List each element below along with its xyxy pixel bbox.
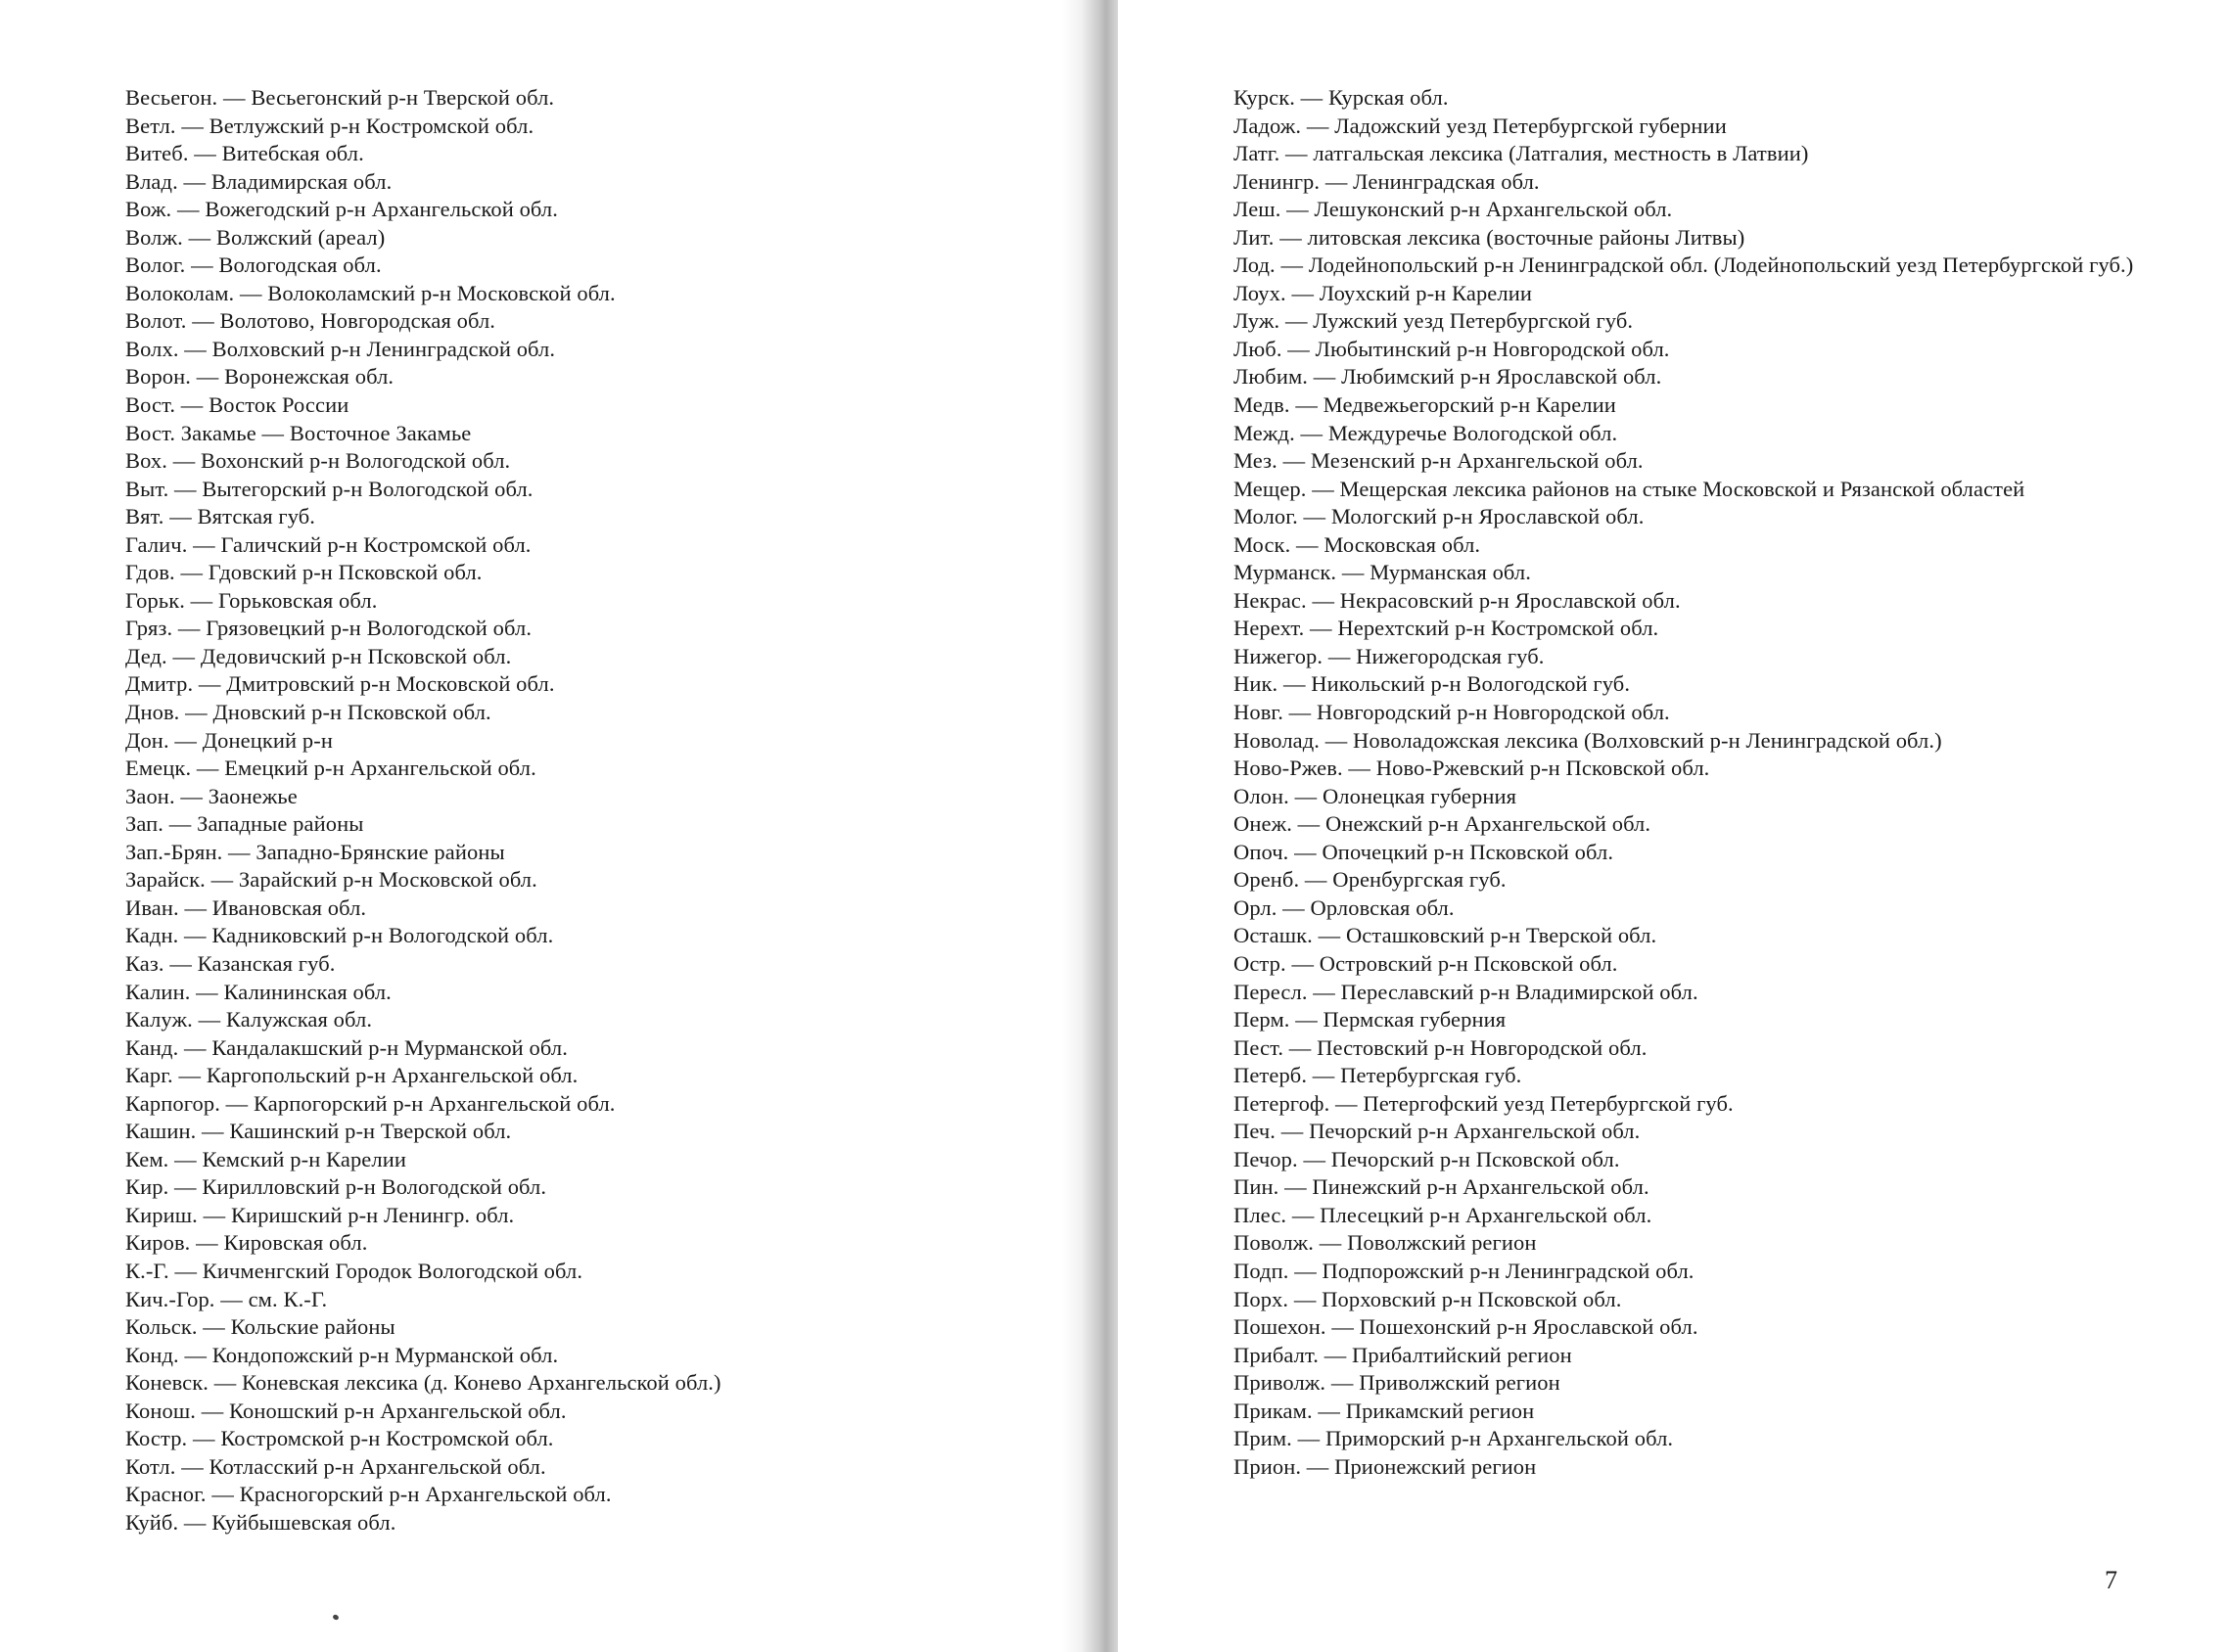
abbreviation-entry: Нижегор. — Нижегородская губ. <box>1233 643 1545 668</box>
abbreviation-entry: Опоч. — Опочецкий р-н Псковской обл. <box>1233 839 1614 864</box>
abbreviation-entry: Конд. — Кондопожский р-н Мурманской обл. <box>125 1342 559 1367</box>
abbreviation-entry: Зарайск. — Зарайский р-н Московской обл. <box>125 867 537 893</box>
abbreviation-entry: Киров. — Кировская обл. <box>125 1230 368 1256</box>
abbreviation-entry: Оренб. — Оренбургская губ. <box>1233 867 1507 893</box>
abbreviation-entry: Прион. — Прионежский регион <box>1233 1453 1537 1479</box>
abbreviation-entry: Лит. — литовская лексика (восточные районы Литвы) <box>1233 224 1745 250</box>
abbreviation-entry: Пересл. — Переславский р-н Владимирской обл. <box>1233 979 1698 1004</box>
abbreviation-entry: Заон. — Заонежье <box>125 783 298 808</box>
abbreviation-entry: Галич. — Галичский р-н Костромской обл. <box>125 531 532 557</box>
abbreviation-entry: Кольск. — Кольские районы <box>125 1314 395 1340</box>
abbreviation-entry: Витеб. — Витебская обл. <box>125 141 364 166</box>
abbreviation-entry: Ленингр. — Ленинградская обл. <box>1233 168 1540 194</box>
abbreviation-entry: Латг. — латгальская лексика (Латгалия, местность в Латвии) <box>1233 141 1809 166</box>
abbreviation-list-right <box>1233 84 2229 1481</box>
abbreviation-entry: Весьегон. — Весьегонский р-н Тверской обл. <box>125 85 555 110</box>
abbreviation-entry: Мез. — Мезенский р-н Архангельской обл. <box>1233 448 1644 474</box>
abbreviation-entry: Пошехон. — Пошехонский р-н Ярославской обл. <box>1233 1314 1698 1340</box>
abbreviation-entry: Прикам. — Прикамский регион <box>1233 1398 1535 1423</box>
abbreviation-entry: Иван. — Ивановская обл. <box>125 895 367 920</box>
abbreviation-entry: Олон. — Олонецкая губерния <box>1233 783 1517 808</box>
abbreviation-entry: Днов. — Дновский р-н Псковской обл. <box>125 700 491 725</box>
abbreviation-entry: Плес. — Плесецкий р-н Архангельской обл. <box>1233 1202 1652 1227</box>
abbreviation-entry: Костр. — Костромской р-н Костромской обл. <box>125 1426 554 1451</box>
abbreviation-entry: Моск. — Московская обл. <box>1233 531 1481 557</box>
abbreviation-entry: Петерб. — Петербургская губ. <box>1233 1063 1522 1088</box>
abbreviation-entry: Красног. — Красногорский р-н Архангельской обл. <box>125 1482 612 1507</box>
abbreviation-entry: Поволж. — Поволжский регион <box>1233 1230 1537 1256</box>
abbreviation-entry: Люб. — Любытинский р-н Новгородской обл. <box>1233 336 1670 361</box>
abbreviation-entry: Новолад. — Новоладожская лексика (Волховский р-н Ленинградской обл.) <box>1233 727 1942 753</box>
abbreviation-entry: Волог. — Вологодская обл. <box>125 252 382 278</box>
abbreviation-entry: Коневск. — Коневская лексика (д. Конево Архангельской обл.) <box>125 1370 721 1396</box>
abbreviation-entry: Пин. — Пинежский р-н Архангельской обл. <box>1233 1174 1649 1200</box>
abbreviation-entry: Орл. — Орловская обл. <box>1233 895 1455 920</box>
abbreviation-entry: Волж. — Волжский (ареал) <box>125 224 386 250</box>
abbreviation-entry: Приволж. — Приволжский регион <box>1233 1370 1560 1396</box>
abbreviation-entry: Вост. Закамье — Восточное Закамье <box>125 420 472 445</box>
abbreviation-entry: Онеж. — Онежский р-н Архангельской обл. <box>1233 811 1651 837</box>
abbreviation-entry: Кир. — Кирилловский р-н Вологодской обл. <box>125 1174 547 1200</box>
abbreviation-entry: Зап. — Западные районы <box>125 811 364 837</box>
abbreviation-entry: Перм. — Пермская губерния <box>1233 1007 1507 1032</box>
abbreviation-entry: Печор. — Печорский р-н Псковской обл. <box>1233 1146 1620 1171</box>
abbreviation-entry: Новг. — Новгородский р-н Новгородской обл. <box>1233 700 1670 725</box>
abbreviation-list-left <box>125 84 1065 1537</box>
abbreviation-entry: Горьк. — Горьковская обл. <box>125 587 378 613</box>
abbreviation-entry: Луж. — Лужский уезд Петербургской губ. <box>1233 308 1634 334</box>
abbreviation-entry: Молог. — Мологский р-н Ярославской обл. <box>1233 504 1645 529</box>
abbreviation-entry: Подп. — Подпорожский р-н Ленинградской обл. <box>1233 1258 1695 1283</box>
abbreviation-entry: Котл. — Котласский р-н Архангельской обл. <box>125 1453 546 1479</box>
abbreviation-entry: Курск. — Курская обл. <box>1233 85 1449 110</box>
abbreviation-entry: Кириш. — Киришский р-н Ленингр. обл. <box>125 1202 515 1227</box>
abbreviation-entry: Калуж. — Калужская обл. <box>125 1007 373 1032</box>
abbreviation-entry: Кашин. — Кашинский р-н Тверской обл. <box>125 1119 512 1144</box>
abbreviation-entry: Вост. — Восток России <box>125 392 349 418</box>
abbreviation-entry: Вят. — Вятская губ. <box>125 504 316 529</box>
abbreviation-entry: Ладож. — Ладожский уезд Петербургской губернии <box>1233 113 1727 138</box>
abbreviation-entry: Петергоф. — Петергофский уезд Петербургской губ. <box>1233 1090 1734 1116</box>
abbreviation-entry: Печ. — Печорский р-н Архангельской обл. <box>1233 1119 1641 1144</box>
abbreviation-entry: Лод. — Лодейнопольский р-н Ленинградской обл. (Лодейнопольский уезд Петербургской губ.) <box>1233 252 2134 278</box>
abbreviation-entry: Остр. — Островский р-н Псковской обл. <box>1233 950 1618 976</box>
abbreviation-entry: Медв. — Медвежьегорский р-н Карелии <box>1233 392 1616 418</box>
abbreviation-entry: Карг. — Каргопольский р-н Архангельской обл. <box>125 1063 579 1088</box>
abbreviation-entry: Мещер. — Мещерская лексика районов на стыке Московской и Рязанской областей <box>1233 476 2025 501</box>
abbreviation-entry: Конош. — Коношский р-н Архангельской обл. <box>125 1398 567 1423</box>
abbreviation-entry: Осташк. — Осташковский р-н Тверской обл. <box>1233 923 1657 948</box>
left-page <box>0 0 1077 1652</box>
abbreviation-entry: Пест. — Пестовский р-н Новгородской обл. <box>1233 1034 1648 1060</box>
abbreviation-entry: Калин. — Калининская обл. <box>125 979 392 1004</box>
abbreviation-entry: Зап.-Брян. — Западно-Брянские районы <box>125 839 505 864</box>
abbreviation-entry: Ветл. — Ветлужский р-н Костромской обл. <box>125 113 534 138</box>
abbreviation-entry: Кич.-Гор. — см. К.-Г. <box>125 1286 328 1311</box>
abbreviation-entry: Кадн. — Кадниковский р-н Вологодской обл. <box>125 923 554 948</box>
abbreviation-entry: Межд. — Междуречье Вологодской обл. <box>1233 420 1618 445</box>
abbreviation-entry: Вож. — Вожегодский р-н Архангельской обл. <box>125 197 558 222</box>
right-page <box>1118 0 2229 1652</box>
abbreviation-entry: Куйб. — Куйбышевская обл. <box>125 1509 396 1535</box>
abbreviation-entry: Порх. — Порховский р-н Псковской обл. <box>1233 1286 1622 1311</box>
abbreviation-entry: Ник. — Никольский р-н Вологодской губ. <box>1233 671 1631 697</box>
abbreviation-entry: Карпогор. — Карпогорский р-н Архангельской обл. <box>125 1090 616 1116</box>
abbreviation-entry: Прим. — Приморский р-н Архангельской обл. <box>1233 1426 1674 1451</box>
abbreviation-entry: Влад. — Владимирская обл. <box>125 168 393 194</box>
abbreviation-entry: Волоколам. — Волоколамский р-н Московской обл. <box>125 280 616 305</box>
ink-speck <box>332 1614 340 1621</box>
page-number: 7 <box>2105 1566 2117 1594</box>
abbreviation-entry: Волот. — Волотово, Новгородская обл. <box>125 308 496 334</box>
abbreviation-entry: Гдов. — Гдовский р-н Псковской обл. <box>125 560 483 585</box>
abbreviation-entry: Прибалт. — Прибалтийский регион <box>1233 1342 1572 1367</box>
abbreviation-entry: Мурманск. — Мурманская обл. <box>1233 560 1531 585</box>
abbreviation-entry: Канд. — Кандалакшский р-н Мурманской обл. <box>125 1034 568 1060</box>
abbreviation-entry: Любим. — Любимский р-н Ярославской обл. <box>1233 364 1662 390</box>
abbreviation-entry: Гряз. — Грязовецкий р-н Вологодской обл. <box>125 616 533 641</box>
abbreviation-entry: Дмитр. — Дмитровский р-н Московской обл. <box>125 671 555 697</box>
abbreviation-entry: Вох. — Вохонский р-н Вологодской обл. <box>125 448 511 474</box>
abbreviation-entry: Ново-Ржев. — Ново-Ржевский р-н Псковской обл. <box>1233 756 1710 781</box>
abbreviation-entry: Нерехт. — Нерехтский р-н Костромской обл. <box>1233 616 1659 641</box>
abbreviation-entry: Некрас. — Некрасовский р-н Ярославской обл. <box>1233 587 1681 613</box>
abbreviation-entry: Выт. — Вытегорский р-н Вологодской обл. <box>125 476 534 501</box>
abbreviation-entry: Кем. — Кемский р-н Карелии <box>125 1146 407 1171</box>
abbreviation-entry: Емецк. — Емецкий р-н Архангельской обл. <box>125 756 536 781</box>
abbreviation-entry: Дон. — Донецкий р-н <box>125 727 334 753</box>
abbreviation-entry: Леш. — Лешуконский р-н Архангельской обл. <box>1233 197 1673 222</box>
abbreviation-entry: Каз. — Казанская губ. <box>125 950 336 976</box>
abbreviation-entry: Дед. — Дедовичский р-н Псковской обл. <box>125 643 512 668</box>
abbreviation-entry: Волх. — Волховский р-н Ленинградской обл. <box>125 336 556 361</box>
abbreviation-entry: Ворон. — Воронежская обл. <box>125 364 395 390</box>
abbreviation-entry: Лоух. — Лоухский р-н Карелии <box>1233 280 1532 305</box>
abbreviation-entry: К.-Г. — Кичменгский Городок Вологодской обл. <box>125 1258 583 1283</box>
